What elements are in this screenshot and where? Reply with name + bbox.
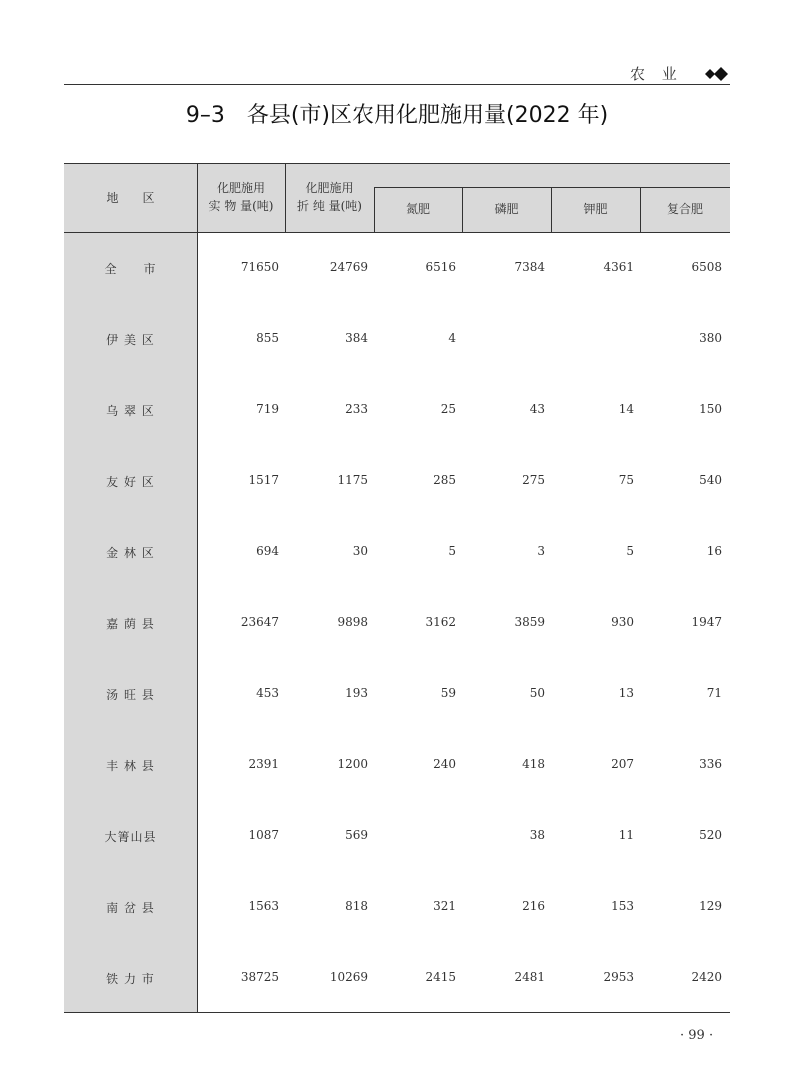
row-region: 大箐山县 — [104, 830, 157, 844]
cell-phosphate: 2481 — [514, 970, 545, 984]
cell-compound: 2420 — [691, 970, 722, 984]
cell-phosphate: 216 — [522, 899, 545, 913]
cell-nitrogen: 6516 — [425, 260, 456, 274]
cell-actual: 1087 — [248, 828, 279, 842]
row-region: 乌 翠 区 — [106, 404, 155, 418]
row-region: 南 岔 县 — [106, 901, 155, 915]
cell-compound: 1947 — [691, 615, 722, 629]
cell-pure: 24769 — [329, 260, 368, 274]
cell-pure: 569 — [345, 828, 368, 842]
header-pure-line1: 化肥施用 — [305, 181, 354, 195]
table-header-rule — [64, 232, 730, 233]
header-compound: 复合肥 — [666, 202, 703, 216]
cell-potash: 4361 — [603, 260, 634, 274]
cell-potash: 207 — [611, 757, 634, 771]
cell-actual: 1563 — [248, 899, 279, 913]
cell-compound: 540 — [699, 473, 722, 487]
cell-phosphate: 3 — [537, 544, 545, 558]
cell-potash: 2953 — [603, 970, 634, 984]
header-phosphate: 磷肥 — [494, 202, 519, 216]
cell-potash: 930 — [611, 615, 634, 629]
cell-actual: 2391 — [248, 757, 279, 771]
cell-nitrogen: 321 — [433, 899, 456, 913]
row-region: 汤 旺 县 — [106, 688, 155, 702]
row-region: 伊 美 区 — [106, 333, 155, 347]
cell-actual: 855 — [256, 331, 279, 345]
cell-potash: 14 — [618, 402, 634, 416]
header-actual-line2: 实 物 量(吨) — [208, 199, 274, 213]
cell-pure: 30 — [352, 544, 368, 558]
header-actual-line1: 化肥施用 — [216, 181, 265, 195]
cell-actual: 694 — [256, 544, 279, 558]
cell-pure: 1175 — [337, 473, 368, 487]
cell-compound: 129 — [699, 899, 722, 913]
cell-compound: 380 — [699, 331, 722, 345]
cell-compound: 16 — [706, 544, 722, 558]
cell-potash: 5 — [626, 544, 634, 558]
cell-actual: 1517 — [248, 473, 279, 487]
row-region: 全 市 — [104, 262, 157, 276]
cell-phosphate: 43 — [529, 402, 545, 416]
cell-compound: 336 — [699, 757, 722, 771]
header-pure-line2: 折 纯 量(吨) — [297, 199, 362, 213]
page-number: · 99 · — [680, 1028, 714, 1043]
cell-phosphate: 275 — [522, 473, 545, 487]
cell-potash: 75 — [618, 473, 634, 487]
fertilizer-table — [64, 163, 730, 1013]
cell-actual: 23647 — [240, 615, 279, 629]
row-region: 铁 力 市 — [106, 972, 155, 986]
cell-potash: 13 — [618, 686, 634, 700]
cell-pure: 233 — [345, 402, 368, 416]
cell-phosphate: 38 — [529, 828, 545, 842]
cell-compound: 6508 — [691, 260, 722, 274]
cell-phosphate: 3859 — [514, 615, 545, 629]
cell-potash: 153 — [611, 899, 634, 913]
subheader-rule — [374, 187, 730, 188]
running-header-section: 农 业 — [630, 64, 683, 83]
table-bottom-rule — [64, 1012, 730, 1013]
cell-compound: 150 — [699, 402, 722, 416]
cell-pure: 9898 — [337, 615, 368, 629]
row-region: 丰 林 县 — [106, 759, 155, 773]
cell-nitrogen: 25 — [440, 402, 456, 416]
cell-phosphate: 7384 — [514, 260, 545, 274]
cell-nitrogen: 2415 — [425, 970, 456, 984]
cell-pure: 384 — [345, 331, 368, 345]
cell-actual: 453 — [256, 686, 279, 700]
cell-actual: 719 — [256, 402, 279, 416]
row-region: 金 林 区 — [106, 546, 155, 560]
cell-compound: 71 — [706, 686, 722, 700]
cell-pure: 193 — [345, 686, 368, 700]
header-nitrogen: 氮肥 — [405, 202, 430, 216]
page-title: 9–3 各县(市)区农用化肥施用量(2022 年) — [185, 103, 609, 128]
cell-potash: 11 — [618, 828, 634, 842]
row-region: 友 好 区 — [106, 475, 155, 489]
cell-nitrogen: 285 — [433, 473, 456, 487]
cell-phosphate: 418 — [522, 757, 545, 771]
row-region: 嘉 荫 县 — [106, 617, 155, 631]
header-region: 地 区 — [106, 191, 155, 205]
cell-phosphate: 50 — [529, 686, 545, 700]
cell-pure: 818 — [345, 899, 368, 913]
cell-actual: 71650 — [240, 260, 279, 274]
cell-nitrogen: 4 — [448, 331, 456, 345]
cell-actual: 38725 — [240, 970, 279, 984]
diamond-ornament-icon — [700, 66, 730, 82]
table-top-rule — [64, 163, 730, 164]
cell-compound: 520 — [699, 828, 722, 842]
region-divider — [197, 163, 198, 1013]
cell-nitrogen: 5 — [448, 544, 456, 558]
cell-nitrogen: 3162 — [425, 615, 456, 629]
cell-pure: 1200 — [337, 757, 368, 771]
header-rule — [64, 84, 730, 85]
cell-pure: 10269 — [329, 970, 368, 984]
cell-nitrogen: 240 — [433, 757, 456, 771]
header-potash: 钾肥 — [583, 202, 608, 216]
cell-nitrogen: 59 — [440, 686, 456, 700]
